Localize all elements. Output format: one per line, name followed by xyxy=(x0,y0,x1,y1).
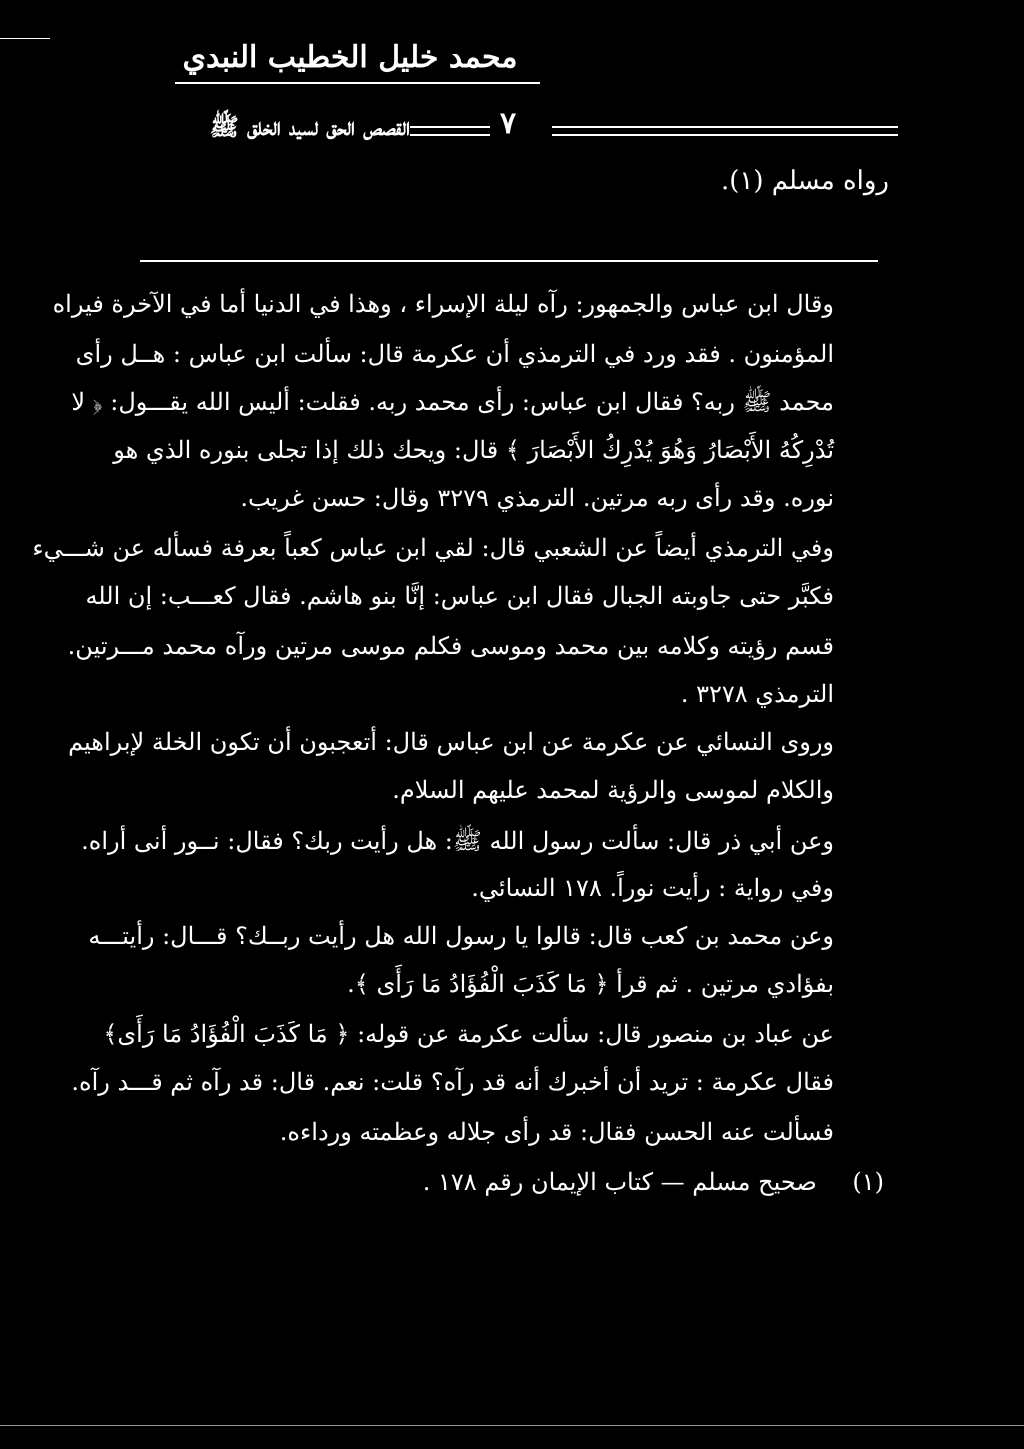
body-line: عن عباد بن منصور قال: سألت عكرمة عن قوله: ﴿ مَا كَذَبَ الْفُؤَادُ مَا رَأَى﴾ xyxy=(103,1020,834,1048)
body-line: نوره. وقد رأى ربه مرتين. الترمذي ٣٢٧٩ وقال: حسن غريب. xyxy=(240,484,834,512)
body-line: الترمذي ٣٢٧٨ . xyxy=(680,680,834,708)
body-line: وعن أبي ذر قال: سألت رسول الله ﷺ: هل رأيت ربك؟ فقال: نــور أنى أراه. xyxy=(81,827,834,855)
section-separator-rule xyxy=(140,260,878,262)
page-number: ٧ xyxy=(500,106,517,141)
body-line: فكبَّر حتى جاوبته الجبال فقال ابن عباس: إنَّا بنو هاشم. فقال كعـــب: إن الله xyxy=(85,582,834,610)
author-title: محمد خليل الخطيب النبدي xyxy=(182,40,518,75)
body-line: قسم رؤيته وكلامه بين محمد وموسى فكلم موسى مرتين ورآه محمد مـــرتين. xyxy=(67,632,834,660)
footnote-text: صحيح مسلم — كتاب الإيمان رقم ١٧٨ . xyxy=(422,1168,817,1196)
body-line: فقال عكرمة : تريد أن أخبرك أنه قد رآه؟ قلت: نعم. قال: قد رآه ثم قـــد رآه. xyxy=(71,1068,834,1096)
body-line: وفي الترمذي أيضاً عن الشعبي قال: لقي ابن عباس كعباً بعرفة فسأله عن شـــيء xyxy=(32,534,834,562)
author-underline xyxy=(175,82,540,84)
body-line: تُدْرِكُهُ الأَبْصَارُ وَهُوَ يُدْرِكُ الأَبْصَارَ ﴾ قال: ويحك ذلك إذا تجلى بنوره الذي هو xyxy=(113,436,834,464)
body-line: المؤمنون . فقد ورد في الترمذي أن عكرمة قال: سألت ابن عباس : هــل رأى xyxy=(75,340,834,368)
body-line: فسألت عنه الحسن فقال: قد رأى جلاله وعظمته ورداءه. xyxy=(279,1118,834,1146)
intro-line: رواه مسلم (١). xyxy=(720,166,889,196)
top-left-margin-rule xyxy=(0,38,50,39)
body-line: بفؤادي مرتين . ثم قرأ ﴿ مَا كَذَبَ الْفُؤَادُ مَا رَأَى ﴾. xyxy=(347,970,834,998)
body-line: وعن محمد بن كعب قال: قالوا يا رسول الله هل رأيت ربــك؟ قـــال: رأيتـــه xyxy=(88,922,834,950)
header-double-rule-right xyxy=(552,126,898,136)
bottom-margin-rule xyxy=(0,1425,1024,1426)
body-line: وفي رواية : رأيت نوراً. ١٧٨ النسائي. xyxy=(471,874,834,902)
footnote-marker: (١) xyxy=(852,1168,884,1196)
running-title: القصص الحق لسيد الخلق ﷺ xyxy=(209,112,410,141)
body-line: وقال ابن عباس والجمهور: رآه ليلة الإسراء ، وهذا في الدنيا أما في الآخرة فيراه xyxy=(52,290,834,318)
header-double-rule-left xyxy=(410,126,490,136)
footnote xyxy=(423,1168,884,1196)
body-line: والكلام لموسى والرؤية لمحمد عليهم السلام. xyxy=(392,776,834,804)
body-line: محمد ﷺ ربه؟ فقال ابن عباس: رأى محمد ربه. فقلت: أليس الله يقـــول: ﴿ لا xyxy=(71,388,834,416)
body-line: وروى النسائي عن عكرمة عن ابن عباس قال: أتعجبون أن تكون الخلة لإبراهيم xyxy=(68,728,834,756)
